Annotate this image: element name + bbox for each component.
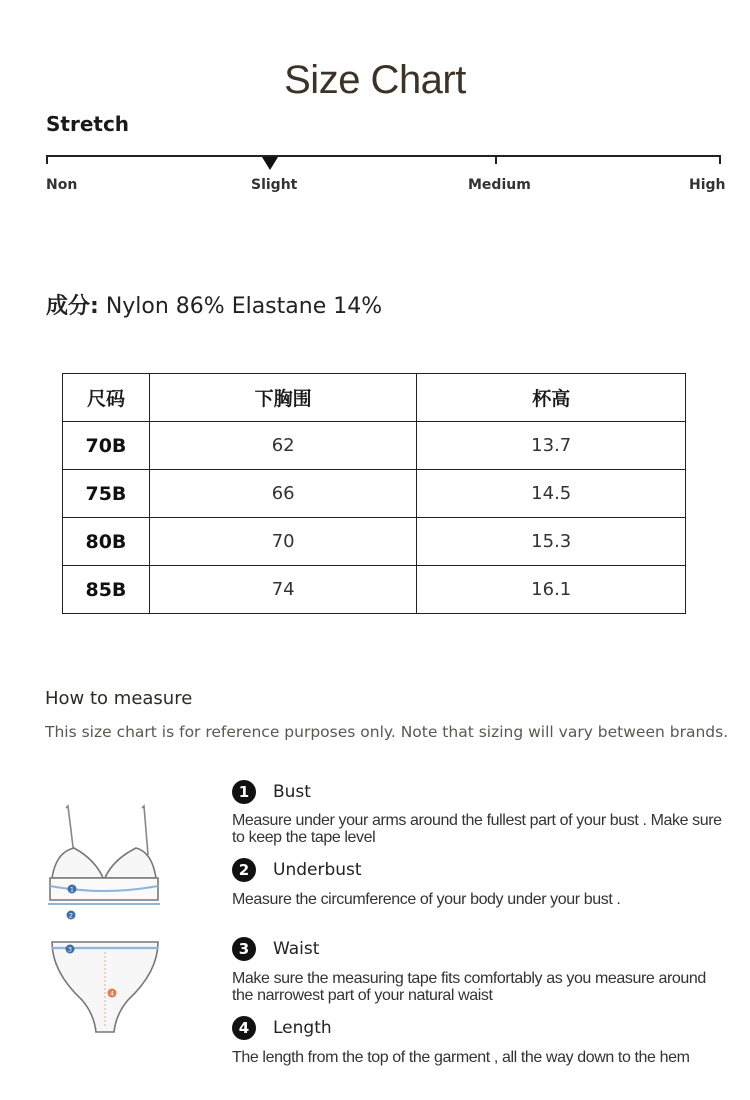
cell-cup-height: 15.3 [417, 518, 686, 566]
stretch-selected-marker [262, 157, 278, 170]
garment-illustration [44, 800, 164, 1040]
step-3-number: 3 [232, 937, 256, 961]
step-1-title: Bust [273, 782, 311, 802]
step-4-number: 4 [232, 1016, 256, 1040]
step-1-number: 1 [232, 780, 256, 804]
step-2-title: Underbust [273, 860, 362, 880]
header-cup-height: 杯高 [417, 374, 686, 422]
stretch-label-non: Non [46, 177, 78, 193]
how-to-measure-note: This size chart is for reference purposes only. Note that sizing will vary between brands. [45, 723, 729, 741]
how-to-measure-heading: How to measure [45, 688, 193, 709]
cell-underbust: 70 [149, 518, 417, 566]
table-header-row [63, 374, 686, 422]
step-2-description: Measure the circumference of your body under your bust . [232, 891, 621, 908]
size-table [62, 373, 686, 614]
table-row [63, 422, 686, 470]
header-size: 尺码 [63, 374, 150, 422]
stretch-label-medium: Medium [468, 177, 531, 193]
cell-size: 85B [63, 566, 150, 614]
cell-underbust: 66 [149, 470, 417, 518]
stretch-scale-line [46, 155, 721, 157]
step-4-title: Length [273, 1018, 332, 1038]
bra-cups [52, 848, 156, 880]
step-3-description: Make sure the measuring tape fits comfortably as you measure around the narrowest part of your natural waist [232, 970, 706, 1004]
cell-cup-height: 16.1 [417, 566, 686, 614]
stretch-tick-high [719, 155, 721, 164]
briefs [52, 942, 158, 1032]
material-label: 成分: [46, 294, 99, 319]
cell-underbust: 62 [149, 422, 417, 470]
stretch-label-slight: Slight [251, 177, 298, 193]
table-row [63, 566, 686, 614]
material-composition [46, 289, 382, 320]
step-4-description: The length from the top of the garment , all the way down to the hem [232, 1049, 690, 1066]
stretch-heading: Stretch [46, 112, 130, 136]
cell-cup-height: 13.7 [417, 422, 686, 470]
header-underbust: 下胸围 [149, 374, 417, 422]
cell-size: 70B [63, 422, 150, 470]
marker-length-label: 4 [109, 989, 115, 998]
step-3-title: Waist [273, 939, 320, 959]
cell-cup-height: 14.5 [417, 470, 686, 518]
stretch-tick-non [46, 155, 48, 164]
step-2-number: 2 [232, 858, 256, 882]
step-1-description: Measure under your arms around the fullest part of your bust . Make sure to keep the tape level [232, 812, 722, 846]
bra-strap-right [142, 806, 148, 855]
cell-underbust: 74 [149, 566, 417, 614]
cell-size: 80B [63, 518, 150, 566]
table-row [63, 518, 686, 566]
marker-underbust-label: 2 [68, 911, 74, 920]
material-value: Nylon 86% Elastane 14% [105, 294, 383, 319]
table-row [63, 470, 686, 518]
stretch-tick-medium [495, 155, 497, 164]
stretch-label-high: High [689, 177, 726, 193]
cell-size: 75B [63, 470, 150, 518]
marker-bust-label: 1 [69, 885, 75, 894]
marker-waist-label: 3 [67, 945, 73, 954]
page-title: Size Chart [284, 58, 466, 102]
